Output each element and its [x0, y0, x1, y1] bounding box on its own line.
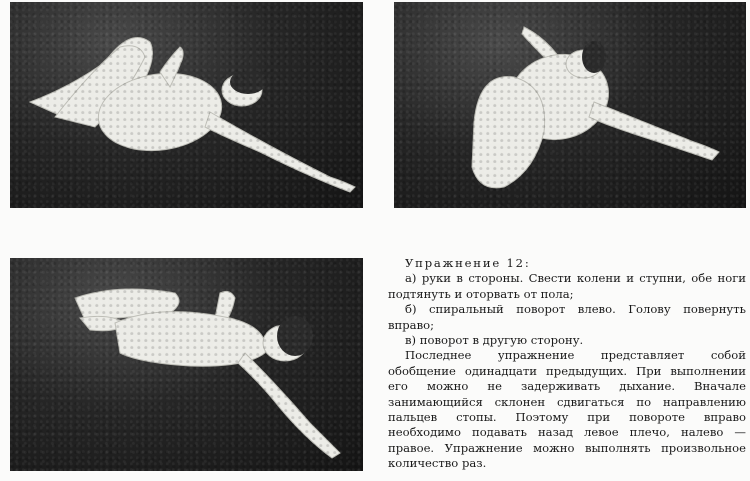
- exercise-description: Последнее упражнение представляет собой обобщение одинадцати предыдущих. При выполнении его можно не задерживать дыхание. Вначале занимающийся склонен сдвигаться по направлению пальцев стопы. Поэтому при повороте вправо необходимо подавать назад левое плечо, налево — правое. Упражнение можно выполнять произвольное количество раз.: [388, 348, 746, 471]
- exercise-photo-top-left: [10, 2, 363, 208]
- exercise-item-c: в) поворот в другую сторону.: [405, 333, 584, 348]
- exercise-text: [388, 256, 746, 472]
- exercise-photo-bottom-left: [10, 258, 363, 471]
- exercise-photo-top-right: [394, 2, 746, 208]
- figure-illustration: [10, 2, 363, 208]
- figure-illustration: [10, 258, 363, 471]
- figure-illustration: [394, 2, 746, 208]
- exercise-item-b: б) спиральный поворот влево. Голову повернуть вправо;: [388, 302, 746, 332]
- exercise-item-a: а) руки в стороны. Свести колени и ступни, обе ноги подтянуть и оторвать от пола;: [388, 271, 746, 301]
- exercise-heading: Упражнение 12:: [405, 256, 531, 270]
